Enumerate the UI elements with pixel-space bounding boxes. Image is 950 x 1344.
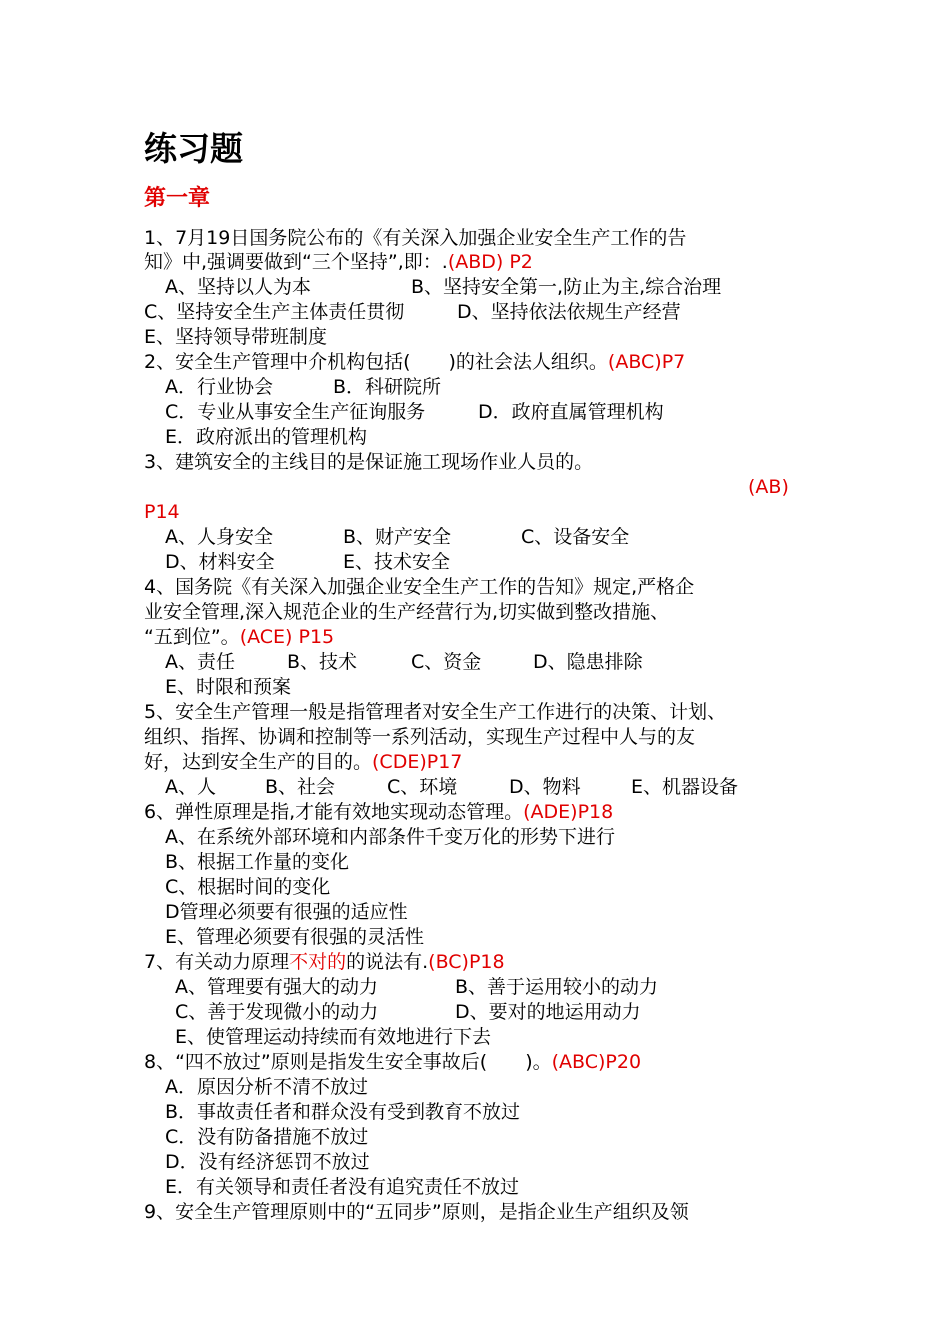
question-7-options-cd [175, 1000, 641, 1025]
question-8-option-b: B．事故责任者和群众没有受到教育不放过 [165, 1101, 521, 1123]
question-1-answer: (ABD) P2 [447, 251, 533, 273]
question-5-line-2: 组织、指挥、协调和控制等一系列活动，实现生产过程中人与的友 [144, 726, 696, 748]
question-3-option-b: B、财产安全 [343, 526, 452, 548]
question-3-option-a: A、人身安全 [165, 526, 273, 548]
question-8-option-c: C．没有防备措施不放过 [165, 1126, 369, 1148]
question-1-option-d: D、坚持依法依规生产经营 [457, 301, 681, 323]
question-7-line-1 [144, 950, 505, 975]
question-7-suffix: 的说法有. [346, 951, 429, 973]
question-2-answer: (ABC)P7 [607, 351, 686, 373]
question-5-answer: (CDE)P17 [372, 751, 463, 773]
question-4-option-a: A、责任 [165, 651, 235, 673]
question-7-option-a: A、管理要有强大的动力 [175, 976, 378, 998]
question-3-options-de [165, 550, 450, 575]
question-5-line-1: 5、安全生产管理一般是指管理者对安全生产工作进行的决策、计划、 [144, 701, 727, 723]
question-1-option-a: A、坚持以人为本 [165, 276, 311, 298]
question-3-option-e: E、技术安全 [343, 551, 451, 573]
question-4-text: “五到位”。 [144, 626, 240, 648]
question-2-option-e: E．政府派出的管理机构 [165, 426, 368, 448]
question-5-option-b: B、社会 [265, 776, 336, 798]
question-1-option-c: C、坚持安全生产主体责任贯彻 [144, 301, 405, 323]
chapter-heading: 第一章 [144, 186, 211, 211]
question-7-option-b: B、善于运用较小的动力 [455, 976, 659, 998]
question-3-options-abc [165, 525, 629, 550]
question-2-text: 2、安全生产管理中介机构包括( )的社会法人组织。 [144, 351, 608, 373]
question-5-option-a: A、人 [165, 776, 216, 798]
question-8-line-1 [144, 1050, 641, 1075]
question-8-option-d: D．没有经济惩罚不放过 [165, 1151, 370, 1173]
question-6-option-c: C、根据时间的变化 [165, 876, 331, 898]
question-5-line-3 [144, 750, 462, 775]
question-1-options-cd [144, 300, 681, 325]
question-3-answer: (AB) [748, 476, 789, 498]
question-4-answer: (ACE) P15 [239, 626, 335, 648]
question-7-answer: (BC)P18 [428, 951, 505, 973]
question-6-option-b: B、根据工作量的变化 [165, 851, 350, 873]
question-3-option-c: C、设备安全 [521, 526, 630, 548]
question-4-line-2: 业安全管理,深入规范企业的生产经营行为,切实做到整改措施、 [144, 601, 670, 623]
question-8-option-a: A．原因分析不清不放过 [165, 1076, 368, 1098]
question-1-option-b: B、坚持安全第一,防止为主,综合治理 [411, 276, 722, 298]
question-6-option-d: D管理必须要有很强的适应性 [165, 901, 408, 923]
question-7-prefix: 7、有关动力原理 [144, 951, 290, 973]
document-title: 练习题 [144, 129, 243, 168]
question-1-text: 知》中,强调要做到“三个坚持”,即：. [144, 251, 448, 273]
question-7-option-c: C、善于发现微小的动力 [175, 1001, 379, 1023]
question-7-options-ab [175, 975, 658, 1000]
question-9-line-1: 9、安全生产管理原则中的“五同步”原则，是指企业生产组织及领 [144, 1201, 689, 1223]
question-5-option-c: C、环境 [387, 776, 458, 798]
question-4-option-c: C、资金 [411, 651, 482, 673]
question-4-option-b: B、技术 [287, 651, 358, 673]
question-2-option-d: D．政府直属管理机构 [478, 401, 664, 423]
question-4-options-abcd [165, 650, 643, 675]
question-2-option-a: A．行业协会 [165, 376, 273, 398]
question-1-options-ab [165, 275, 721, 300]
question-5-text: 好，达到安全生产的目的。 [144, 751, 373, 773]
question-2-options-cd [165, 400, 664, 425]
question-7-option-e: E、使管理运动持续而有效地进行下去 [175, 1026, 492, 1048]
question-4-line-3 [144, 625, 334, 650]
question-6-option-a: A、在系统外部环境和内部条件千变万化的形势下进行 [165, 826, 615, 848]
question-5-options [165, 775, 738, 800]
question-1-option-e: E、坚持领导带班制度 [144, 326, 328, 348]
question-8-option-e: E．有关领导和责任者没有追究责任不放过 [165, 1176, 520, 1198]
question-8-answer: (ABC)P20 [551, 1051, 642, 1073]
question-2-line-1 [144, 350, 685, 375]
question-1-line-2 [144, 250, 533, 275]
question-1-line-1: 1、7月19日国务院公布的《有关深入加强企业安全生产工作的告 [144, 227, 687, 249]
question-4-option-d: D、隐患排除 [533, 651, 643, 673]
question-6-answer: (ADE)P18 [523, 801, 614, 823]
question-6-text: 6、弹性原理是指,才能有效地实现动态管理。 [144, 801, 524, 823]
question-7-highlight: 不对的 [289, 951, 347, 973]
question-2-option-c: C．专业从事安全生产征询服务 [165, 401, 426, 423]
question-3-page-ref: P14 [144, 501, 180, 523]
question-4-option-e: E、时限和预案 [165, 676, 292, 698]
question-2-options-ab [165, 375, 441, 400]
question-8-text: 8、“四不放过”原则是指发生安全事故后( )。 [144, 1051, 552, 1073]
question-3-option-d: D、材料安全 [165, 551, 275, 573]
question-6-line-1 [144, 800, 613, 825]
question-2-option-b: B．科研院所 [333, 376, 442, 398]
question-3-line-1: 3、建筑安全的主线目的是保证施工现场作业人员的。 [144, 451, 594, 473]
question-6-option-e: E、管理必须要有很强的灵活性 [165, 926, 425, 948]
question-4-line-1: 4、国务院《有关深入加强企业安全生产工作的告知》规定,严格企 [144, 576, 695, 598]
question-5-option-e: E、机器设备 [631, 776, 739, 798]
question-7-option-d: D、要对的地运用动力 [455, 1001, 641, 1023]
question-5-option-d: D、物料 [509, 776, 581, 798]
